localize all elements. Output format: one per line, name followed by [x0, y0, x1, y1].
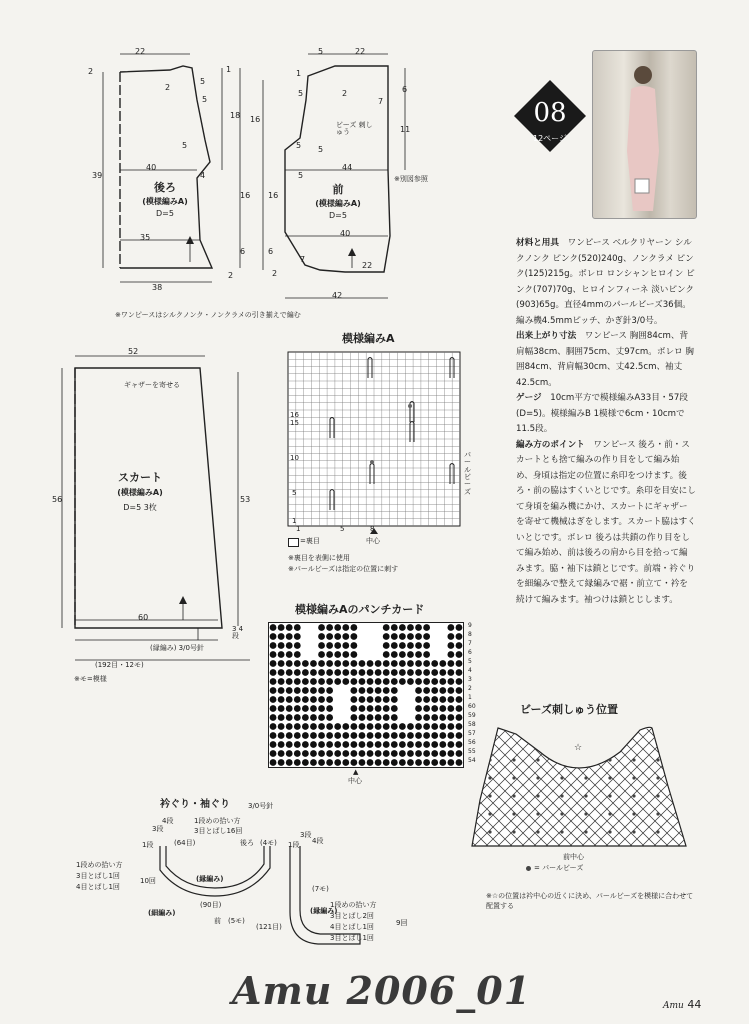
lattice-line: [230, 720, 360, 850]
back-dim: 6: [240, 247, 246, 256]
punch-center-arrow-icon: ▲: [353, 768, 359, 776]
bead-dot: [608, 758, 611, 761]
front-dim: 5: [318, 145, 324, 154]
back-dim: 39: [92, 171, 103, 180]
bead-dot: [560, 776, 563, 779]
punch-row-number: 5: [468, 658, 472, 665]
back-dim-bottom: 38: [152, 283, 163, 292]
skirt-rows: 3 4段: [232, 625, 244, 640]
front-dim: 5: [296, 141, 302, 150]
front-dim: 1: [296, 69, 302, 78]
neck-edge: (縁編み): [196, 875, 224, 883]
bead-dot: [488, 794, 491, 797]
chart-a-row: 1: [292, 517, 297, 525]
lattice-line: [350, 720, 480, 850]
front-title: 前: [332, 183, 344, 196]
bead-dot: [536, 758, 539, 761]
neck-step1: 1段: [142, 841, 154, 849]
front-dim: 6: [402, 85, 408, 94]
lattice-line: [674, 720, 749, 850]
bead-dot: [536, 830, 539, 833]
lattice-line: [722, 720, 749, 850]
skirt-mo-note: ※モ=模様: [74, 675, 107, 683]
punch-row-number: 58: [468, 721, 476, 728]
back-dim: 2: [228, 271, 234, 280]
lattice-line: [338, 720, 468, 850]
lattice-line: [710, 720, 749, 850]
skirt-dim-top: 52: [128, 347, 139, 356]
page-number: [663, 998, 701, 1011]
skirt-pattern: (模様編みA): [117, 488, 163, 497]
lattice-line: [710, 720, 749, 850]
materials-heading: 材料と用具: [516, 238, 559, 248]
back-dim: 18: [230, 111, 241, 120]
back-dim: 5: [202, 95, 208, 104]
bead-dot: [512, 830, 515, 833]
punch-row-number: 55: [468, 748, 476, 755]
front-dim: 40: [340, 229, 351, 238]
page-num-text: 44: [687, 998, 702, 1011]
bead-dot: [584, 812, 587, 815]
neck-r-step3: 3段: [300, 831, 312, 839]
front-beads-label: ビーズ 刺しゅう: [336, 121, 373, 136]
front-pattern: (模様編みA): [315, 199, 361, 208]
chart-a-legend: =裏目: [300, 537, 320, 545]
badge-number: 08: [533, 98, 567, 128]
punch-row-number: 9: [468, 622, 472, 629]
bead-dot: [512, 758, 515, 761]
lattice-line: [182, 720, 312, 850]
lattice-line: [662, 720, 749, 850]
chart-a-row: 16: [290, 411, 299, 419]
magazine-name: Amu: [663, 1001, 684, 1011]
lattice-line: [302, 720, 432, 850]
bead-dot: [656, 794, 659, 797]
bead-dot: [608, 830, 611, 833]
back-dim: 5: [200, 77, 206, 86]
lattice-line: [362, 720, 492, 850]
neck-count121: (121目): [256, 923, 282, 931]
back-dim-top: 22: [135, 47, 146, 56]
front-dim: 2: [272, 269, 278, 278]
front-dim: 5: [318, 47, 324, 56]
lattice-line: [602, 720, 732, 850]
neck-count64: (64目): [174, 839, 196, 847]
lattice-line: [314, 720, 444, 850]
lattice-line: [374, 720, 504, 850]
bead-dot: [656, 830, 659, 833]
neck-edge-2: (縁編み): [310, 907, 338, 915]
back-dim: 16: [250, 115, 261, 124]
back-pattern: (模様編みA): [142, 197, 188, 206]
lattice-line: [230, 720, 360, 850]
bead-lattice-lines: [170, 720, 749, 850]
bead-dot: [488, 758, 491, 761]
star-icon: ☆: [574, 743, 583, 753]
bead-dot: [488, 830, 491, 833]
bead-dot: [632, 776, 635, 779]
lattice-line: [206, 720, 336, 850]
bead-dot: [608, 776, 611, 779]
bead-dot: [656, 812, 659, 815]
skirt-edge: (縁編み) 3/0号針: [150, 644, 204, 652]
bead-dot: [488, 776, 491, 779]
punch-row-number: 4: [468, 667, 472, 674]
chart-a-col: 8: [370, 525, 375, 533]
lattice-line: [326, 720, 456, 850]
bead-dot: [584, 758, 587, 761]
lattice-line: [734, 720, 749, 850]
punch-row-number: 8: [468, 631, 472, 638]
front-dim-bottom: 42: [332, 291, 343, 300]
gauge-body: 10cm平方で模様編みA33目・57段(D=5)。模様編みB 1模様で6cm・10cmで11.5段。: [516, 393, 688, 434]
bead-dot: [560, 830, 563, 833]
neck-left-a: 3目とばし1回: [76, 872, 120, 880]
chart-a-row: 5: [292, 489, 297, 497]
pearl-bead-icon: [526, 866, 531, 871]
bead-dot: [488, 812, 491, 815]
bead-dot: [560, 794, 563, 797]
chart-a-row: 15: [290, 419, 299, 427]
bead-dot: [632, 812, 635, 815]
materials-body: ワンピース ベルクリヤーン シルクノンク ピンク(520)240g、ノンクラメ ピンク(125)215g。ボレロ ロンシャンヒロイン ピンク(707)70g、ヒロインフィーネ 淡いピンク(903)65g。直径4mmのパールビーズ36個。編み機4.5mmピッチ、かぎ針3/0号。: [516, 238, 695, 326]
front-dim: 6: [268, 247, 274, 256]
neck-pick1: 1段めの拾い方: [194, 817, 241, 825]
neck-right-pick: 1段めの拾い方: [330, 901, 377, 909]
lattice-line: [734, 720, 749, 850]
lattice-line: [314, 720, 444, 850]
bead-note: ※☆の位置は衿中心の近くに決め、パールビーズを模様に合わせて配置する: [486, 892, 694, 910]
front-dim: 11: [400, 125, 411, 134]
chart-a-center: 中心: [366, 537, 380, 545]
skirt-title: スカート: [118, 471, 162, 484]
chart-a-beads: パールビーズ: [464, 451, 471, 496]
punch-row-number: 6: [468, 649, 472, 656]
neck-title: 衿ぐり・袖ぐり: [160, 799, 230, 810]
skirt-count: (192目・12モ): [95, 661, 144, 669]
front-dim: 7: [300, 255, 306, 264]
lattice-line: [686, 720, 749, 850]
lattice-line: [350, 720, 480, 850]
badge-page-ref: 12ページ: [532, 134, 568, 143]
front-dim: 22: [362, 261, 373, 270]
neck-left-b: 4目とばし1回: [76, 883, 120, 891]
lattice-line: [278, 720, 408, 850]
skirt-gather: ギャザーを寄せる: [124, 381, 180, 389]
punch-title: 模様編みAのパンチカード: [295, 603, 425, 616]
bead-dot: [560, 812, 563, 815]
back-dim: 2: [88, 67, 94, 76]
lattice-line: [170, 720, 300, 850]
lattice-line: [722, 720, 749, 850]
front-dim: 5: [298, 171, 304, 180]
gauge-heading: ゲージ: [516, 393, 542, 403]
front-dim: 22: [355, 47, 366, 56]
neck-hook: 3/0号針: [248, 802, 274, 810]
bead-dot: [608, 812, 611, 815]
neck-back: 後ろ: [240, 839, 254, 847]
neck-mo7: (7モ): [312, 885, 329, 893]
lattice-line: [254, 720, 384, 850]
lattice-line: [362, 720, 492, 850]
back-title: 後ろ: [154, 181, 176, 194]
back-dim: 1: [226, 65, 232, 74]
bead-dot: [512, 794, 515, 797]
front-dim: 7: [378, 97, 384, 106]
neck-count90: (90目): [200, 901, 222, 909]
front-dim: 44: [342, 163, 353, 172]
skirt-dim-right: 53: [240, 495, 251, 504]
back-d: D=5: [156, 209, 174, 218]
bead-dot: [632, 830, 635, 833]
lattice-line: [254, 720, 384, 850]
skirt-dim-bottom: 60: [138, 613, 149, 622]
front-dim: 2: [342, 89, 348, 98]
front-dim: 5: [298, 89, 304, 98]
lattice-line: [626, 720, 749, 850]
neck-fine: (細編み): [148, 909, 176, 917]
size-heading: 出来上がり寸法: [516, 331, 577, 341]
bead-center: 前中心: [563, 853, 584, 861]
lattice-line: [290, 720, 420, 850]
bead-dot: [656, 776, 659, 779]
bead-dot: [632, 794, 635, 797]
neck-step3: 3段: [152, 825, 164, 833]
lattice-line: [266, 720, 396, 850]
footer-brand: Amu 2006_01: [232, 968, 532, 1013]
front-dim: 16: [268, 191, 279, 200]
lattice-line: [290, 720, 420, 850]
lattice-line: [626, 720, 749, 850]
bead-dot: [584, 794, 587, 797]
punch-row-number: 57: [468, 730, 476, 737]
bead-dot: [512, 776, 515, 779]
neck-left-10: 10回: [140, 877, 156, 885]
lattice-line: [698, 720, 749, 850]
neck-r-step4: 4段: [312, 837, 324, 845]
lattice-line: [218, 720, 348, 850]
neck-right-9: 9回: [396, 919, 408, 927]
back-dim: 4: [200, 171, 206, 180]
bead-pos-title: ビーズ刺しゅう位置: [520, 703, 619, 716]
lattice-line: [302, 720, 432, 850]
lattice-line: [242, 720, 372, 850]
punch-center: 中心: [348, 777, 362, 785]
back-dim: 5: [182, 141, 188, 150]
punch-row-number: 7: [468, 640, 472, 647]
lattice-line: [326, 720, 456, 850]
punch-row-number: 1: [468, 694, 472, 701]
bead-dot: [632, 758, 635, 761]
bead-dot: [656, 758, 659, 761]
lattice-line: [242, 720, 372, 850]
lattice-line: [182, 720, 312, 850]
lattice-line: [698, 720, 749, 850]
bead-dot: [608, 794, 611, 797]
chart-a-title: 模様編みA: [342, 332, 395, 345]
neck-left-pick: 1段めの拾い方: [76, 861, 123, 869]
lattice-line: [578, 720, 708, 850]
lattice-line: [266, 720, 396, 850]
lattice-line: [206, 720, 336, 850]
chart-a-col: 1: [296, 525, 301, 533]
dress-note: ※ワンピースはシルクノンク・ノンクラメの引き揃えで編む: [115, 311, 301, 319]
bead-dot: [584, 776, 587, 779]
neck-right-c: 3目とばし1回: [330, 934, 374, 942]
chart-a-note2: ※パールビーズは指定の位置に刺す: [288, 565, 399, 573]
back-dim: 35: [140, 233, 151, 242]
lattice-line: [218, 720, 348, 850]
neck-right-a: 3目とばし2回: [330, 912, 374, 920]
bead-dot: [560, 758, 563, 761]
front-ref-note: ※別図参照: [394, 175, 428, 183]
punch-row-number: 59: [468, 712, 476, 719]
punch-row-number: 60: [468, 703, 476, 710]
lattice-line: [686, 720, 749, 850]
lattice-line: [278, 720, 408, 850]
lattice-line: [170, 720, 300, 850]
back-dim: 40: [146, 163, 157, 172]
punch-row-number: 56: [468, 739, 476, 746]
neck-step4: 4段: [162, 817, 174, 825]
neck-dec1: 3目とばし16回: [194, 827, 243, 835]
neck-back-mo: (4モ): [260, 839, 277, 847]
neck-front-mo: (5モ): [228, 917, 245, 925]
back-dim: 16: [240, 191, 251, 200]
punch-row-number: 54: [468, 757, 476, 764]
skirt-dim-left: 56: [52, 495, 63, 504]
neck-right-b: 4目とばし1回: [330, 923, 374, 931]
point-heading: 編み方のポイント: [516, 439, 585, 450]
bead-legend: = パールビーズ: [534, 864, 584, 872]
back-dim: 2: [165, 83, 171, 92]
lattice-line: [194, 720, 324, 850]
chart-a-note1: ※裏目を表側に使用: [288, 554, 350, 562]
punch-row-number: 2: [468, 685, 472, 692]
lattice-line: [194, 720, 324, 850]
bead-dot: [536, 812, 539, 815]
neck-front: 前: [214, 917, 221, 925]
skirt-d: D=5 3枚: [123, 503, 157, 512]
lattice-line: [674, 720, 749, 850]
point-body: ワンピース 後ろ・前・スカートとも捨て編みの作り目をして編み始め、身頃は指定の位置に糸印をつけます。後ろ・前の脇はすくいとじです。糸印を目安にして身頃を編み機にかけ、スカートにギャザーを寄せて機械はぎをします。スカート脇はすくいとじです。ボレロ 後ろは共鎖の作り目をして編み始め、前は後ろの肩から目を拾って編みます。脇・袖下は鎖とじです。前端・衿ぐりを細編みで整えて縁編みで裾・前立て・衿を続けて編みます。袖つけは鎖とじします。: [516, 439, 696, 605]
bead-dot: [512, 812, 515, 815]
lattice-line: [662, 720, 749, 850]
punch-row-number: 3: [468, 676, 472, 683]
chart-a-col: 5: [340, 525, 345, 533]
bead-dot: [584, 830, 587, 833]
bead-dot: [536, 776, 539, 779]
front-d: D=5: [329, 211, 347, 220]
size-body: ワンピース 胸囲84cm、背肩幅38cm、胴囲75cm、丈97cm。ボレロ 胸囲84cm、背肩幅30cm、丈42.5cm、袖丈42.5cm。: [516, 331, 694, 388]
bead-dot: [536, 794, 539, 797]
neck-r-step1: 1段: [288, 841, 300, 849]
chart-a-row: 10: [290, 454, 299, 462]
lattice-line: [338, 720, 468, 850]
